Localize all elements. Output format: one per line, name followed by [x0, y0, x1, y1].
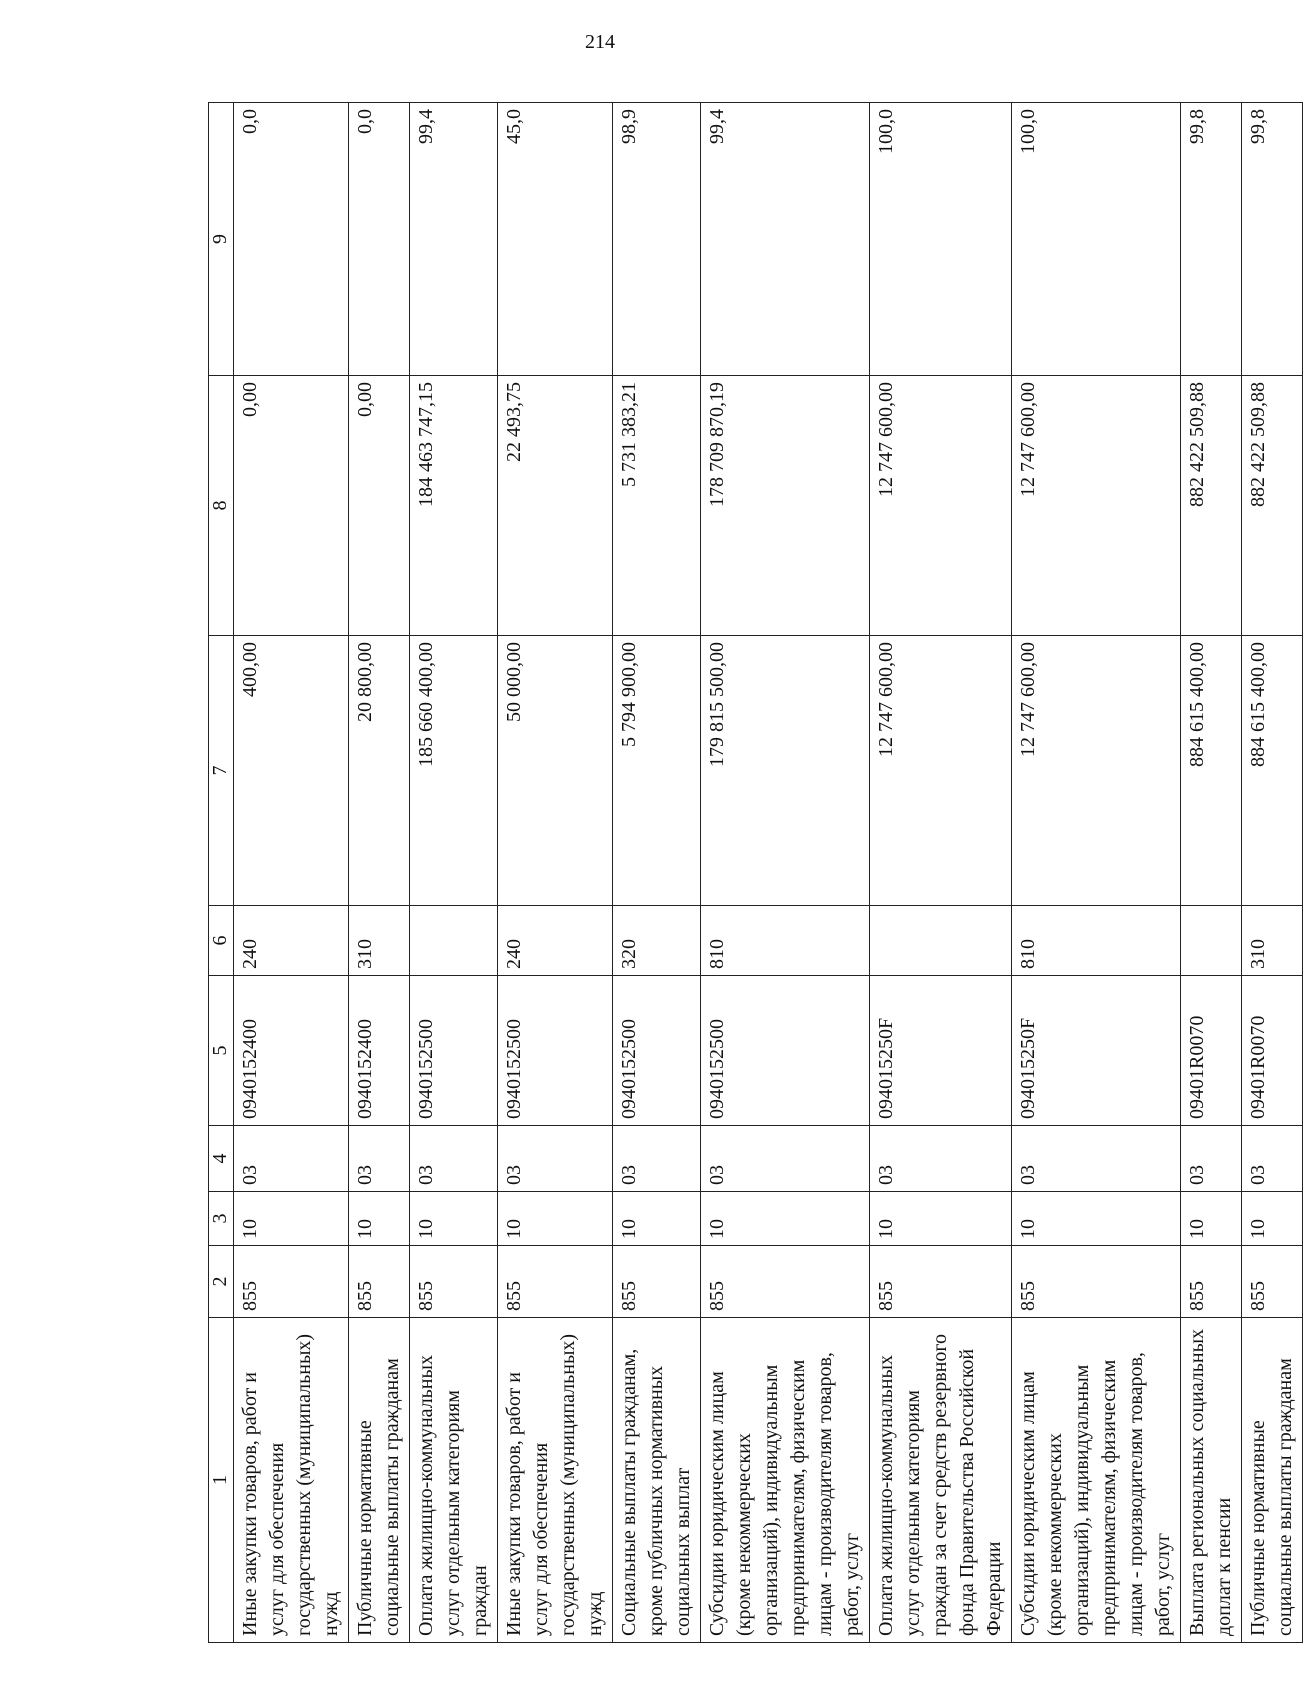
rotated-table-wrapper	[208, 103, 1296, 1643]
cell-admin-code: 855	[1012, 1246, 1181, 1318]
cell-description: Иные закупки товаров, работ и услуг для обеспечения государственных (муниципальных) нужд	[234, 1318, 349, 1643]
header-cell-9: 9	[209, 103, 234, 376]
cell-description: Оплата жилищно-коммунальных услуг отдельным категориям граждан	[410, 1318, 498, 1643]
cell-description: Иные закупки товаров, работ и услуг для обеспечения государственных (муниципальных) нужд	[498, 1318, 613, 1643]
cell-target-article: 09401R0070	[1181, 976, 1242, 1126]
cell-execution-percent: 45,0	[498, 103, 613, 376]
cell-admin-code: 855	[410, 1246, 498, 1318]
header-cell-6: 6	[209, 906, 234, 976]
cell-subsection: 03	[349, 1126, 410, 1192]
cell-subsection: 03	[613, 1126, 701, 1192]
cell-subsection: 03	[234, 1126, 349, 1192]
table-row	[1242, 103, 1303, 1643]
header-cell-4: 4	[209, 1126, 234, 1192]
cell-target-article: 0940152500	[410, 976, 498, 1126]
cell-executed-amount: 12 747 600,00	[870, 376, 1012, 636]
cell-subsection: 03	[498, 1126, 613, 1192]
header-row	[209, 103, 234, 1643]
cell-executed-amount: 0,00	[234, 376, 349, 636]
cell-description: Социальные выплаты гражданам, кроме публичных нормативных социальных выплат	[613, 1318, 701, 1643]
cell-executed-amount: 184 463 747,15	[410, 376, 498, 636]
cell-admin-code: 855	[1181, 1246, 1242, 1318]
cell-expense-type: 810	[1012, 906, 1181, 976]
cell-section: 10	[1181, 1192, 1242, 1246]
cell-expense-type	[410, 906, 498, 976]
cell-description: Выплата региональных социальных доплат к пенсии	[1181, 1318, 1242, 1643]
cell-executed-amount: 178 709 870,19	[701, 376, 870, 636]
cell-target-article: 0940152500	[498, 976, 613, 1126]
header-cell-5: 5	[209, 976, 234, 1126]
cell-admin-code: 855	[870, 1246, 1012, 1318]
table-row	[498, 103, 613, 1643]
cell-section: 10	[870, 1192, 1012, 1246]
cell-description: Публичные нормативные социальные выплаты гражданам	[1242, 1318, 1303, 1643]
table-row	[870, 103, 1012, 1643]
cell-subsection: 03	[1012, 1126, 1181, 1192]
cell-expense-type: 810	[701, 906, 870, 976]
cell-target-article: 0940152400	[349, 976, 410, 1126]
cell-execution-percent: 0,0	[349, 103, 410, 376]
table-row	[1181, 103, 1242, 1643]
cell-admin-code: 855	[498, 1246, 613, 1318]
cell-subsection: 03	[701, 1126, 870, 1192]
cell-admin-code: 855	[701, 1246, 870, 1318]
cell-target-article: 0940152500	[701, 976, 870, 1126]
cell-planned-amount: 50 000,00	[498, 636, 613, 906]
cell-execution-percent: 0,0	[234, 103, 349, 376]
cell-section: 10	[701, 1192, 870, 1246]
cell-section: 10	[1012, 1192, 1181, 1246]
header-cell-2: 2	[209, 1246, 234, 1318]
cell-planned-amount: 884 615 400,00	[1181, 636, 1242, 906]
cell-target-article: 0940152500	[613, 976, 701, 1126]
cell-execution-percent: 99,4	[410, 103, 498, 376]
cell-description: Публичные нормативные социальные выплаты гражданам	[349, 1318, 410, 1643]
page-number: 214	[585, 31, 615, 53]
table-row	[410, 103, 498, 1643]
cell-target-article: 094015250F	[870, 976, 1012, 1126]
header-cell-3: 3	[209, 1192, 234, 1246]
cell-subsection: 03	[1242, 1126, 1303, 1192]
cell-target-article: 0940152400	[234, 976, 349, 1126]
table-row	[1012, 103, 1181, 1643]
cell-expense-type: 310	[1242, 906, 1303, 976]
cell-section: 10	[234, 1192, 349, 1246]
table-row	[234, 103, 349, 1643]
cell-planned-amount: 884 615 400,00	[1242, 636, 1303, 906]
cell-section: 10	[349, 1192, 410, 1246]
cell-planned-amount: 179 815 500,00	[701, 636, 870, 906]
cell-expense-type: 240	[234, 906, 349, 976]
cell-execution-percent: 100,0	[1012, 103, 1181, 376]
cell-admin-code: 855	[1242, 1246, 1303, 1318]
cell-expense-type: 320	[613, 906, 701, 976]
cell-expense-type: 240	[498, 906, 613, 976]
cell-execution-percent: 99,8	[1242, 103, 1303, 376]
cell-executed-amount: 22 493,75	[498, 376, 613, 636]
cell-execution-percent: 100,0	[870, 103, 1012, 376]
budget-table	[208, 102, 1303, 1643]
cell-description: Субсидии юридическим лицам (кроме некоммерческих организаций), индивидуальным предпринимателям, физическим лицам - производителям товаров, работ, услуг	[701, 1318, 870, 1643]
cell-description: Оплата жилищно-коммунальных услуг отдельным категориям граждан за счет средств резервного фонда Правительства Российской Федерации	[870, 1318, 1012, 1643]
cell-executed-amount: 12 747 600,00	[1012, 376, 1181, 636]
cell-target-article: 094015250F	[1012, 976, 1181, 1126]
cell-section: 10	[613, 1192, 701, 1246]
cell-admin-code: 855	[349, 1246, 410, 1318]
cell-planned-amount: 400,00	[234, 636, 349, 906]
cell-section: 10	[410, 1192, 498, 1246]
cell-planned-amount: 5 794 900,00	[613, 636, 701, 906]
cell-planned-amount: 185 660 400,00	[410, 636, 498, 906]
cell-expense-type	[1181, 906, 1242, 976]
table-row	[349, 103, 410, 1643]
table-row	[701, 103, 870, 1643]
cell-description: Субсидии юридическим лицам (кроме некоммерческих организаций), индивидуальным предпринимателям, физическим лицам - производителям товаров, работ, услуг	[1012, 1318, 1181, 1643]
cell-execution-percent: 99,4	[701, 103, 870, 376]
cell-section: 10	[498, 1192, 613, 1246]
cell-admin-code: 855	[613, 1246, 701, 1318]
header-cell-8: 8	[209, 376, 234, 636]
cell-executed-amount: 5 731 383,21	[613, 376, 701, 636]
cell-expense-type	[870, 906, 1012, 976]
cell-target-article: 09401R0070	[1242, 976, 1303, 1126]
cell-expense-type: 310	[349, 906, 410, 976]
cell-executed-amount: 882 422 509,88	[1242, 376, 1303, 636]
cell-subsection: 03	[870, 1126, 1012, 1192]
cell-execution-percent: 98,9	[613, 103, 701, 376]
cell-executed-amount: 882 422 509,88	[1181, 376, 1242, 636]
cell-executed-amount: 0,00	[349, 376, 410, 636]
cell-planned-amount: 12 747 600,00	[870, 636, 1012, 906]
table-row	[613, 103, 701, 1643]
cell-admin-code: 855	[234, 1246, 349, 1318]
cell-subsection: 03	[410, 1126, 498, 1192]
header-cell-1: 1	[209, 1318, 234, 1643]
cell-subsection: 03	[1181, 1126, 1242, 1192]
cell-section: 10	[1242, 1192, 1303, 1246]
cell-planned-amount: 20 800,00	[349, 636, 410, 906]
cell-planned-amount: 12 747 600,00	[1012, 636, 1181, 906]
cell-execution-percent: 99,8	[1181, 103, 1242, 376]
header-cell-7: 7	[209, 636, 234, 906]
